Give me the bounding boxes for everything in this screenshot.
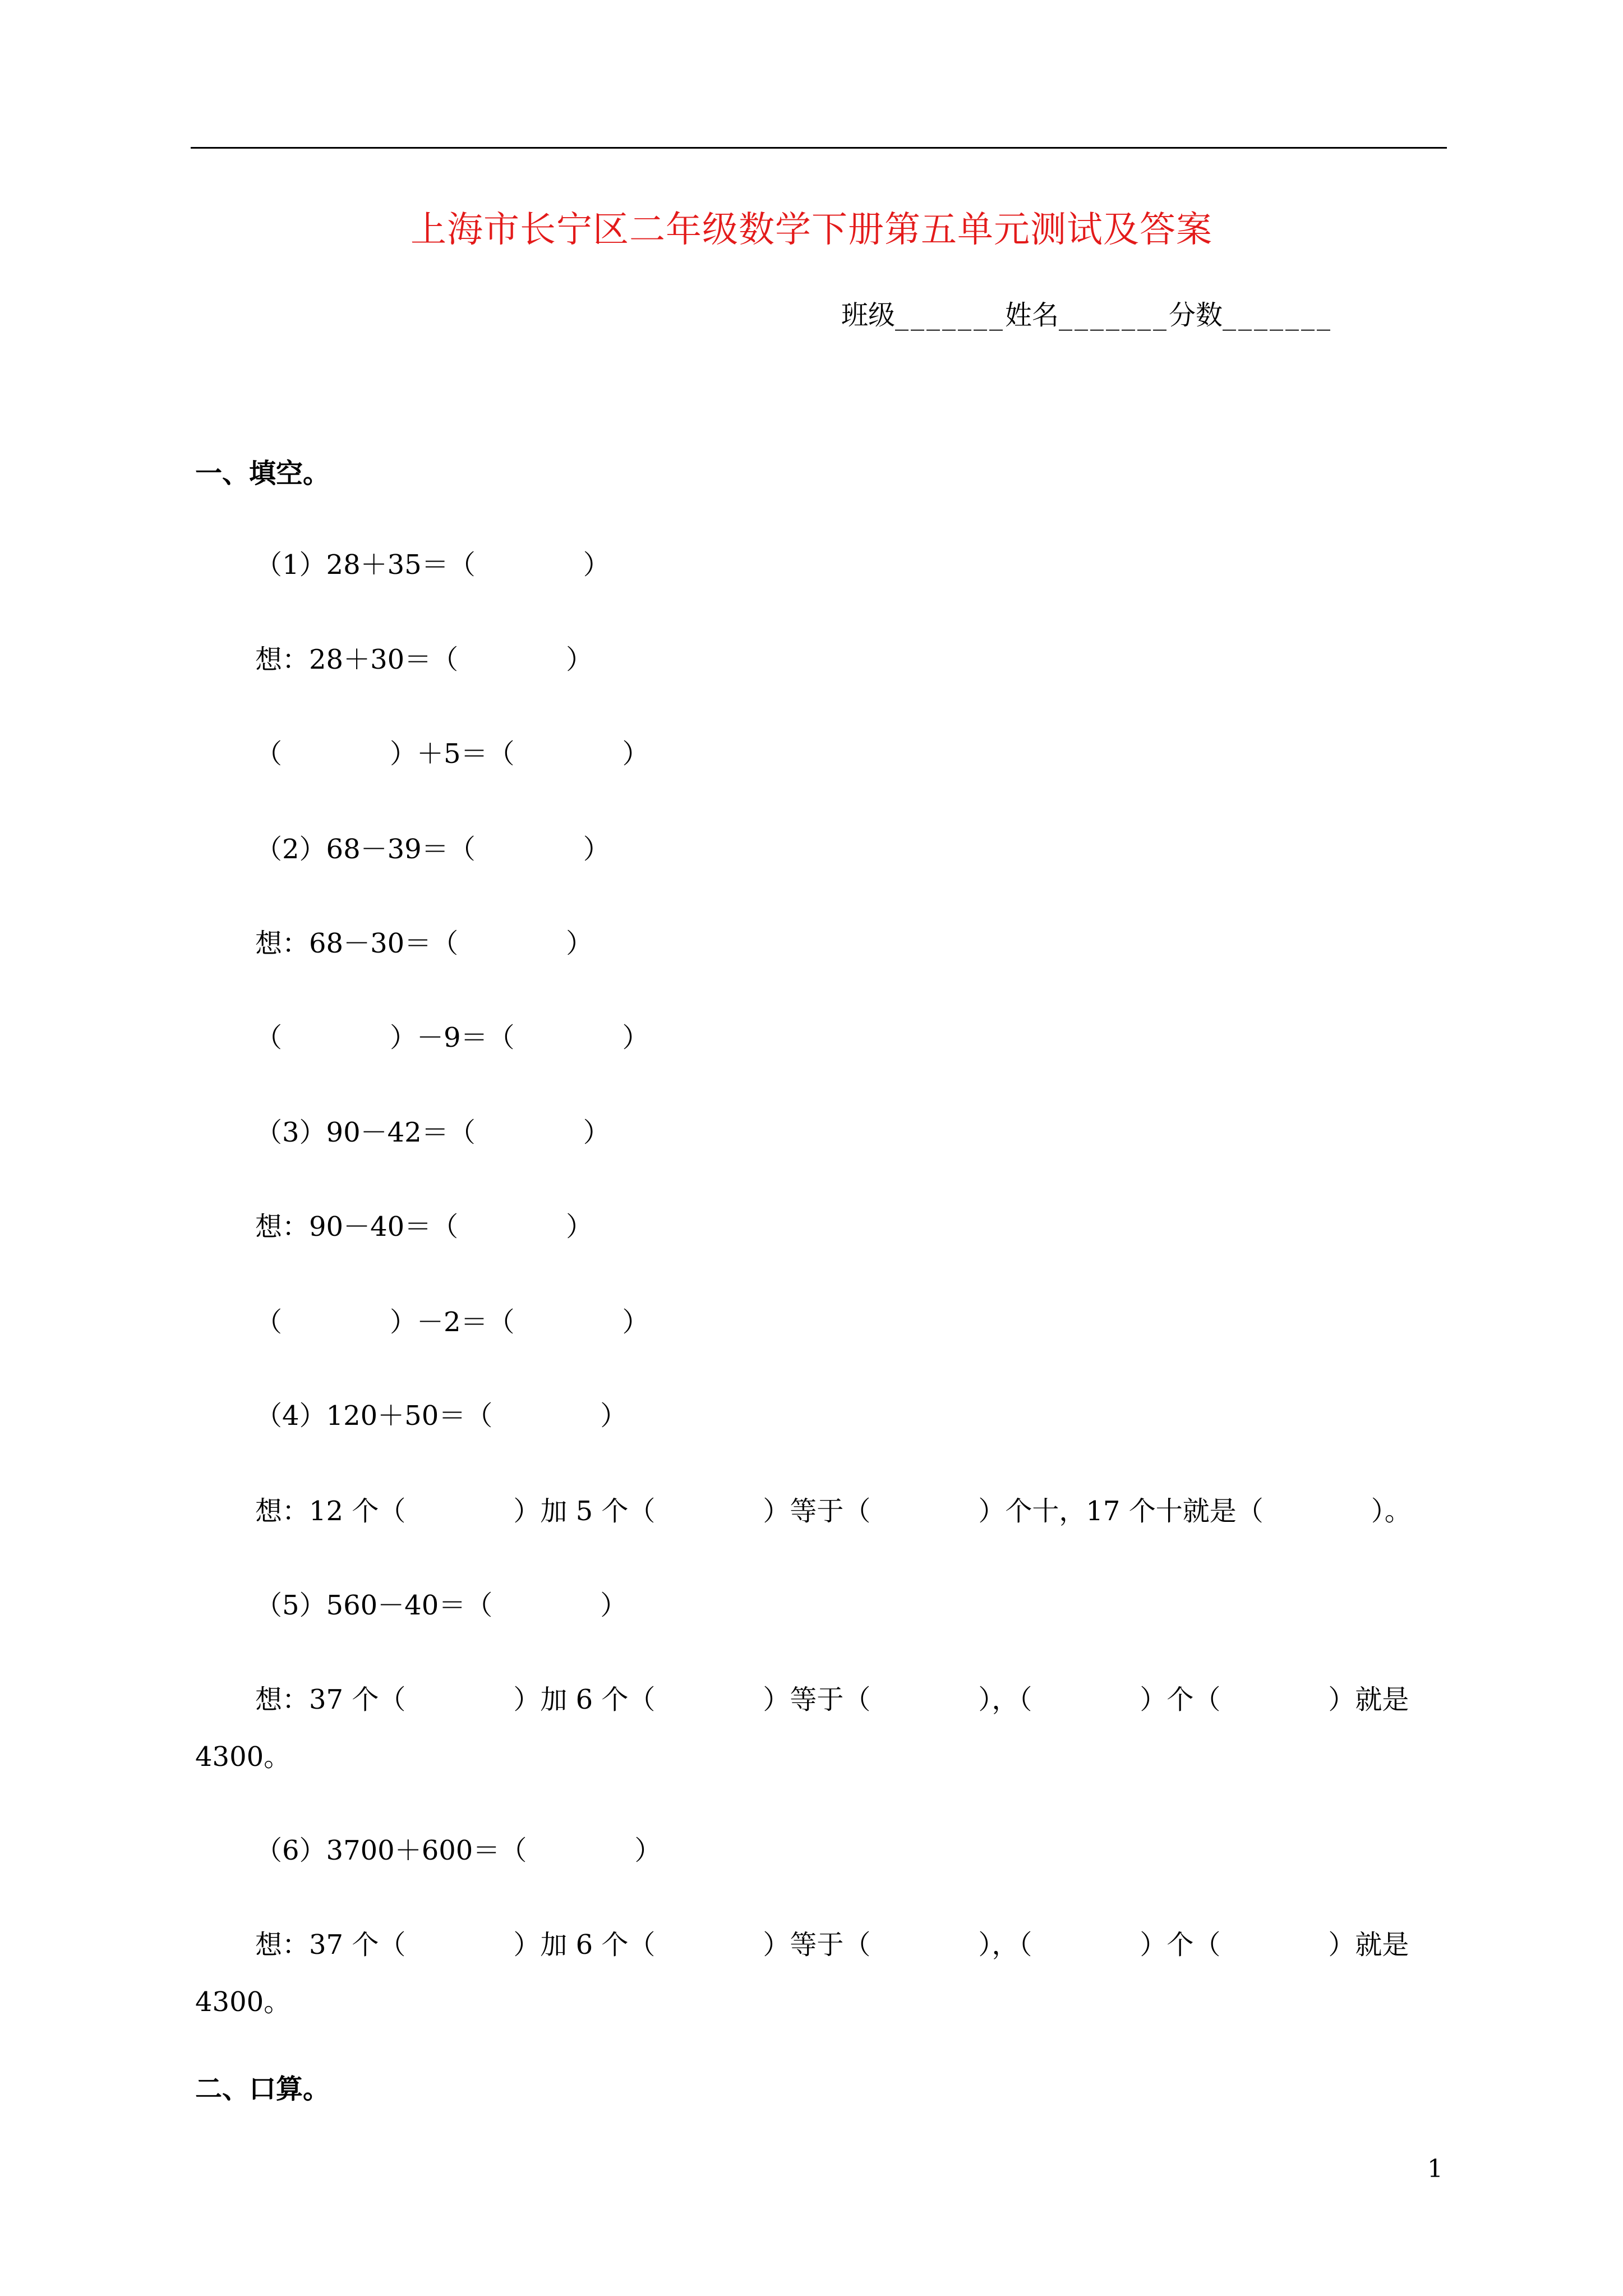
score-blank: _______ <box>1223 300 1333 331</box>
name-label: 姓名 <box>1005 300 1059 331</box>
class-blank: _______ <box>895 300 1006 331</box>
score-label: 分数 <box>1169 300 1223 331</box>
question-line-continuation: 4300。 <box>195 1986 291 2018</box>
name-blank: _______ <box>1059 300 1169 331</box>
student-info-line <box>841 302 1332 329</box>
section-heading-mental-math: 二、口算。 <box>195 2073 330 2105</box>
question-line: （5）560－40＝（ ） <box>255 1590 628 1621</box>
question-line: （3）90－42＝（ ） <box>255 1117 610 1148</box>
question-line: （1）28＋35＝（ ） <box>255 549 610 581</box>
page-title: 上海市长宁区二年级数学下册第五单元测试及答案 <box>411 209 1212 251</box>
page-number: 1 <box>1427 2155 1443 2183</box>
class-label: 班级 <box>841 300 896 331</box>
question-line: 想：68－30＝（ ） <box>255 928 593 959</box>
question-line: （ ）－2＝（ ） <box>255 1306 649 1338</box>
question-line: 想：37 个（ ）加 6 个（ ）等于（ ），（ ）个（ ）就是 <box>255 1684 1409 1715</box>
question-line: （4）120＋50＝（ ） <box>255 1400 628 1432</box>
question-line: 想：28＋30＝（ ） <box>255 644 593 675</box>
question-line-continuation: 4300。 <box>195 1741 291 1773</box>
question-line: （ ）＋5＝（ ） <box>255 738 649 770</box>
question-line: （2）68－39＝（ ） <box>255 834 610 865</box>
section-heading-fill-in: 一、填空。 <box>195 458 330 489</box>
question-line: （ ）－9＝（ ） <box>255 1022 649 1053</box>
question-line: 想：12 个（ ）加 5 个（ ）等于（ ）个十，17 个十就是（ ）。 <box>255 1496 1412 1527</box>
question-line: 想：90－40＝（ ） <box>255 1211 593 1243</box>
question-line: （6）3700＋600＝（ ） <box>255 1835 662 1866</box>
header-rule <box>191 147 1447 149</box>
question-line: 想：37 个（ ）加 6 个（ ）等于（ ），（ ）个（ ）就是 <box>255 1929 1409 1961</box>
